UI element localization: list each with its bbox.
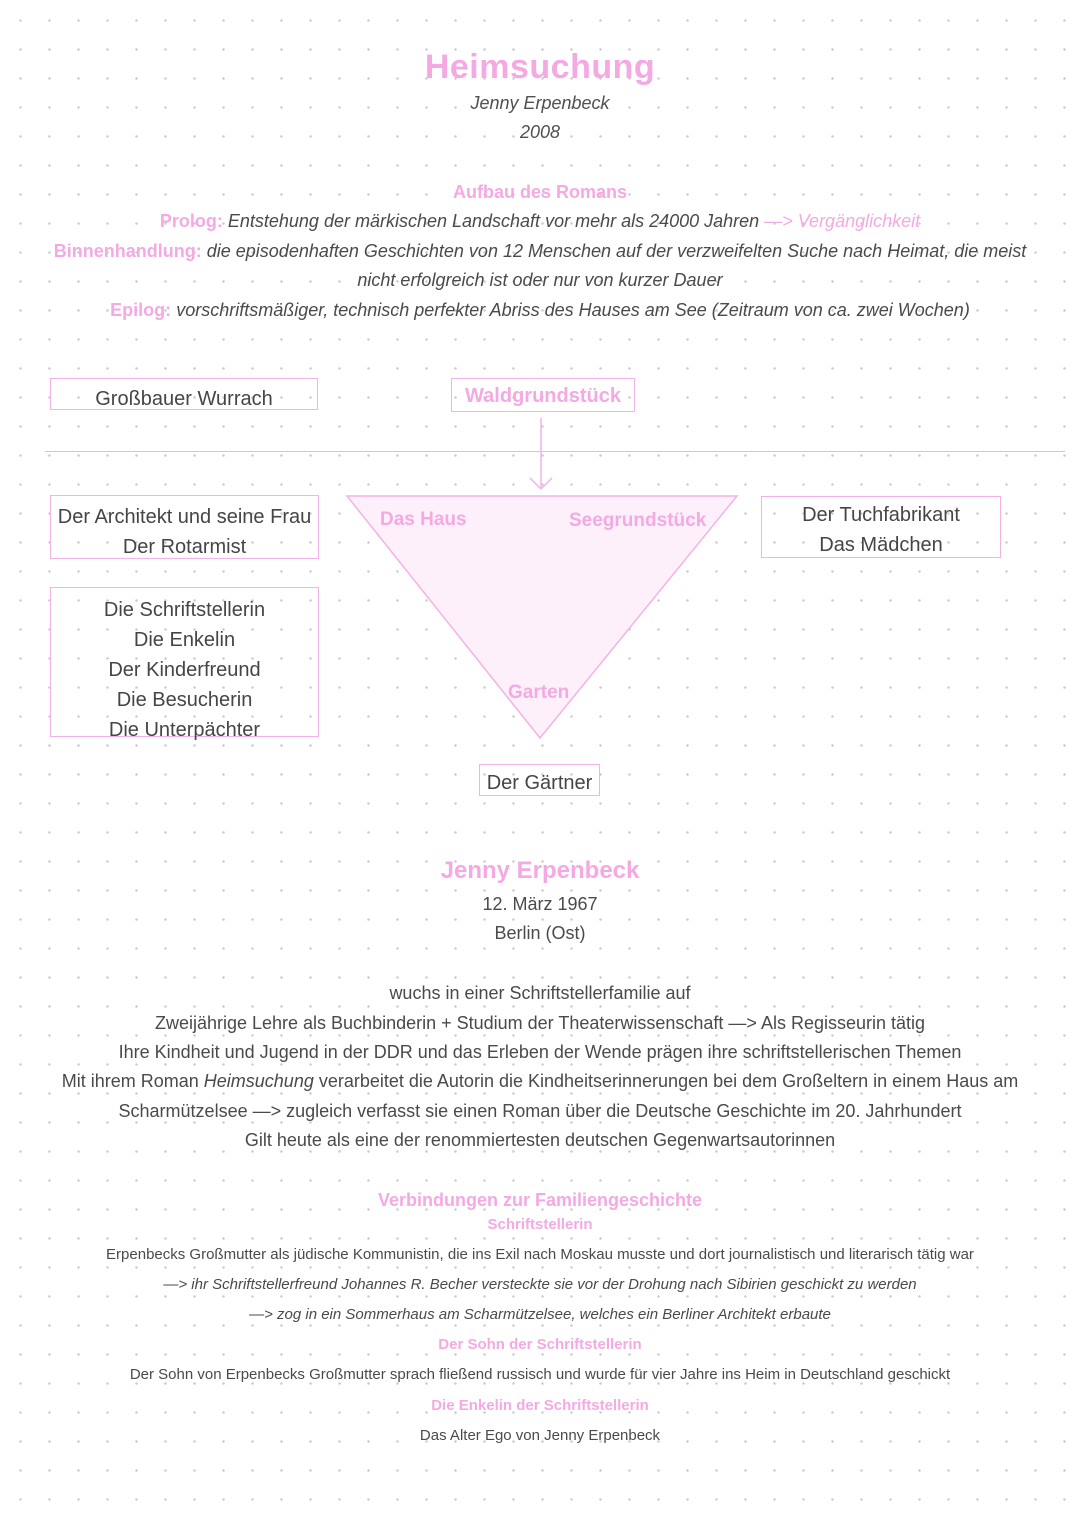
box-waldgrundstueck-label: Waldgrundstück <box>465 385 621 407</box>
prolog-arrow: —> Vergänglichkeit <box>764 211 921 231</box>
bio-line-5: Scharmützelsee —> zugleich verfasst sie einen Roman über die Deutsche Geschichte im 20. Jahrhundert <box>118 1101 962 1121</box>
epilog-label: Epilog: <box>110 300 172 320</box>
box-schriftstellerin-line-2: Die Enkelin <box>133 629 236 651</box>
bio-line-4-ital: Heimsuchung <box>203 1071 314 1091</box>
family-sub-1-text-3: —> zog in ein Sommerhaus am Scharmützelsee, welches ein Berliner Architekt erbaute <box>249 1306 831 1323</box>
box-schriftstellerin-line-1: Die Schriftstellerin <box>103 599 266 621</box>
bio-line-4-post: verarbeitet die Autorin die Kindheitserinnerungen bei dem Großeltern in einem Haus am <box>313 1071 1019 1091</box>
box-schriftstellerin-line-5: Die Unterpächter <box>108 719 261 741</box>
family-sub-3: Die Enkelin der Schriftstellerin <box>431 1397 649 1414</box>
box-architekt <box>50 495 319 559</box>
bio-birthdate: 12. März 1967 <box>482 894 598 914</box>
bio-name: Jenny Erpenbeck <box>440 857 640 884</box>
box-architekt-line-1: Der Architekt und seine Frau <box>57 506 312 528</box>
year-line: 2008 <box>519 122 561 142</box>
bio-line-4 <box>0 1071 1080 1092</box>
box-tuchfabrikant-line-2: Das Mädchen <box>819 534 943 556</box>
family-sub-3-text: Das Alter Ego von Jenny Erpenbeck <box>419 1427 661 1444</box>
bio-line-2: Zweijährige Lehre als Buchbinderin + Studium der Theaterwissenschaft —> Als Regisseurin tätig <box>154 1013 926 1033</box>
bio-line-6: Gilt heute als eine der renommiertesten deutschen Gegenwartsautorinnen <box>244 1130 836 1150</box>
family-sub-1-text-2: —> ihr Schriftstellerfreund Johannes R. Becher versteckte sie vor der Drohung nach Sibirien geschickt zu werden <box>163 1276 917 1293</box>
bio-line-4-pre: Mit ihrem Roman <box>61 1071 204 1091</box>
box-grossbauer-label: Großbauer Wurrach <box>95 388 273 410</box>
triangle-label-seegrundstueck: Seegrundstück <box>569 510 707 531</box>
author-line: Jenny Erpenbeck <box>470 93 610 113</box>
prolog-label: Prolog: <box>159 211 223 231</box>
family-sub-1: Schriftstellerin <box>487 1216 593 1233</box>
family-heading: Verbindungen zur Familiengeschichte <box>377 1190 703 1210</box>
bio-birthplace: Berlin (Ost) <box>494 923 586 943</box>
triangle-label-garten: Garten <box>508 682 570 703</box>
box-tuchfabrikant <box>761 496 1001 558</box>
family-sub-2: Der Sohn der Schriftstellerin <box>438 1336 642 1353</box>
box-schriftstellerin <box>50 587 319 741</box>
box-schriftstellerin-line-3: Der Kinderfreund <box>108 659 261 681</box>
binnen-label: Binnenhandlung: <box>53 241 202 261</box>
structure-heading: Aufbau des Romans <box>452 182 628 202</box>
box-schriftstellerin-line-4: Die Besucherin <box>116 689 253 711</box>
binnen-text-2: nicht erfolgreich ist oder nur von kurzer Dauer <box>357 270 723 290</box>
box-architekt-line-2: Der Rotarmist <box>122 536 247 558</box>
triangle-label-haus: Das Haus <box>380 509 467 530</box>
binnen-text-1: die episodenhaften Geschichten von 12 Menschen auf der verzweifelten Suche nach Heimat, die meist <box>206 241 1027 261</box>
box-gaertner-label: Der Gärtner <box>486 772 593 794</box>
epilog-text: vorschriftsmäßiger, technisch perfekter Abriss des Hauses am See (Zeitraum von ca. zwei Wochen) <box>176 300 970 320</box>
family-sub-1-text-1: Erpenbecks Großmutter als jüdische Kommunistin, die ins Exil nach Moskau musste und dort journalistisch und literarisch tätig war <box>106 1246 974 1263</box>
prolog-text: Entstehung der märkischen Landschaft vor mehr als 24000 Jahren <box>227 211 760 231</box>
bio-line-3: Ihre Kindheit und Jugend in der DDR und das Erleben der Wende prägen ihre schriftstellerischen Themen <box>118 1042 962 1062</box>
box-gaertner <box>479 764 600 796</box>
family-sub-2-text: Der Sohn von Erpenbecks Großmutter sprach fließend russisch und wurde für vier Jahre ins Heim in Deutschland geschickt <box>129 1366 951 1383</box>
box-tuchfabrikant-line-1: Der Tuchfabrikant <box>802 504 960 526</box>
page-title: Heimsuchung <box>424 48 656 86</box>
bio-line-1: wuchs in einer Schriftstellerfamilie auf <box>389 983 691 1003</box>
